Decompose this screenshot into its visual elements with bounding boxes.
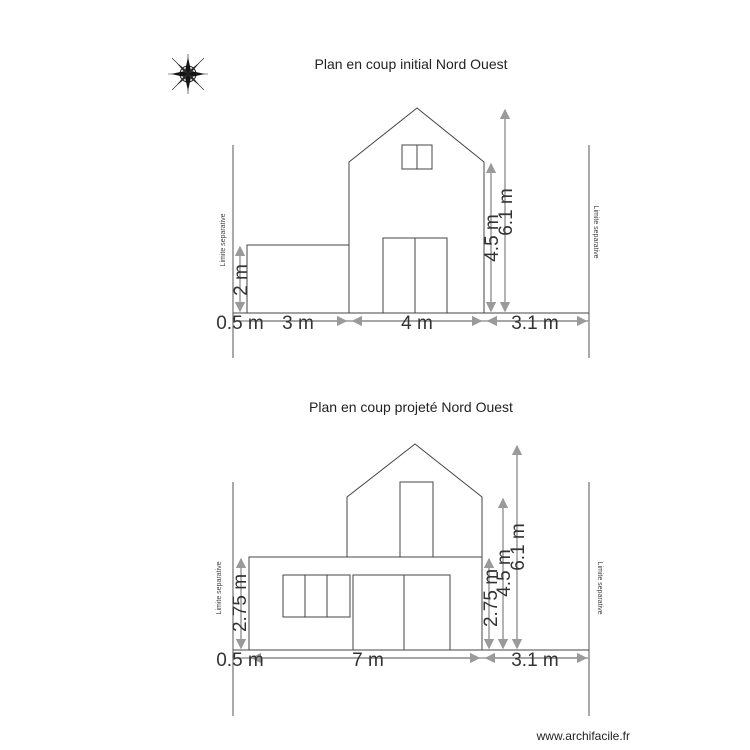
dim-ridge-height: 6.1 m xyxy=(508,523,529,571)
dim-setback-right: 3.1 m xyxy=(511,313,559,334)
plan-projete xyxy=(216,399,603,716)
dim-wall-height: 4.5 m xyxy=(482,214,503,262)
boundary-left-label: Limite separative xyxy=(220,213,227,267)
dim-house-width: 4 m xyxy=(401,313,433,334)
dim-building-width: 7 m xyxy=(352,650,384,671)
boundary-right-label: Limite separative xyxy=(596,561,603,615)
upper-house-outline xyxy=(347,444,482,557)
dim-wall-height: 4.5 m xyxy=(494,549,515,597)
compass-rose-icon xyxy=(168,54,208,94)
dim-ridge-height: 6.1 m xyxy=(496,188,517,236)
boundary-left-label: Limite separative xyxy=(216,561,223,615)
plan-projete-title: Plan en coup projeté Nord Ouest xyxy=(309,399,513,415)
extended-ground-floor xyxy=(249,557,482,650)
footer-credit: www.archifacile.fr xyxy=(536,729,630,743)
dim-setback-right: 3.1 m xyxy=(511,650,559,671)
dim-annex-height: 2 m xyxy=(231,264,252,296)
dim-setback-left: 0.5 m xyxy=(216,650,264,671)
boundary-right-label: Limite separative xyxy=(592,205,599,259)
upper-window xyxy=(400,482,433,557)
dim-left-height: 2.75 m xyxy=(230,573,251,633)
plan-initial-title: Plan en coup initial Nord Ouest xyxy=(314,56,508,72)
dim-setback-left: 0.5 m xyxy=(216,313,264,334)
dim-annex-width: 3 m xyxy=(282,313,314,334)
main-house-outline xyxy=(349,108,484,313)
annex-building xyxy=(247,245,349,313)
plan-initial xyxy=(216,56,599,358)
bay-door xyxy=(353,575,450,650)
dim-right-height: 2.75 m xyxy=(481,568,502,628)
ground-window xyxy=(283,575,350,617)
